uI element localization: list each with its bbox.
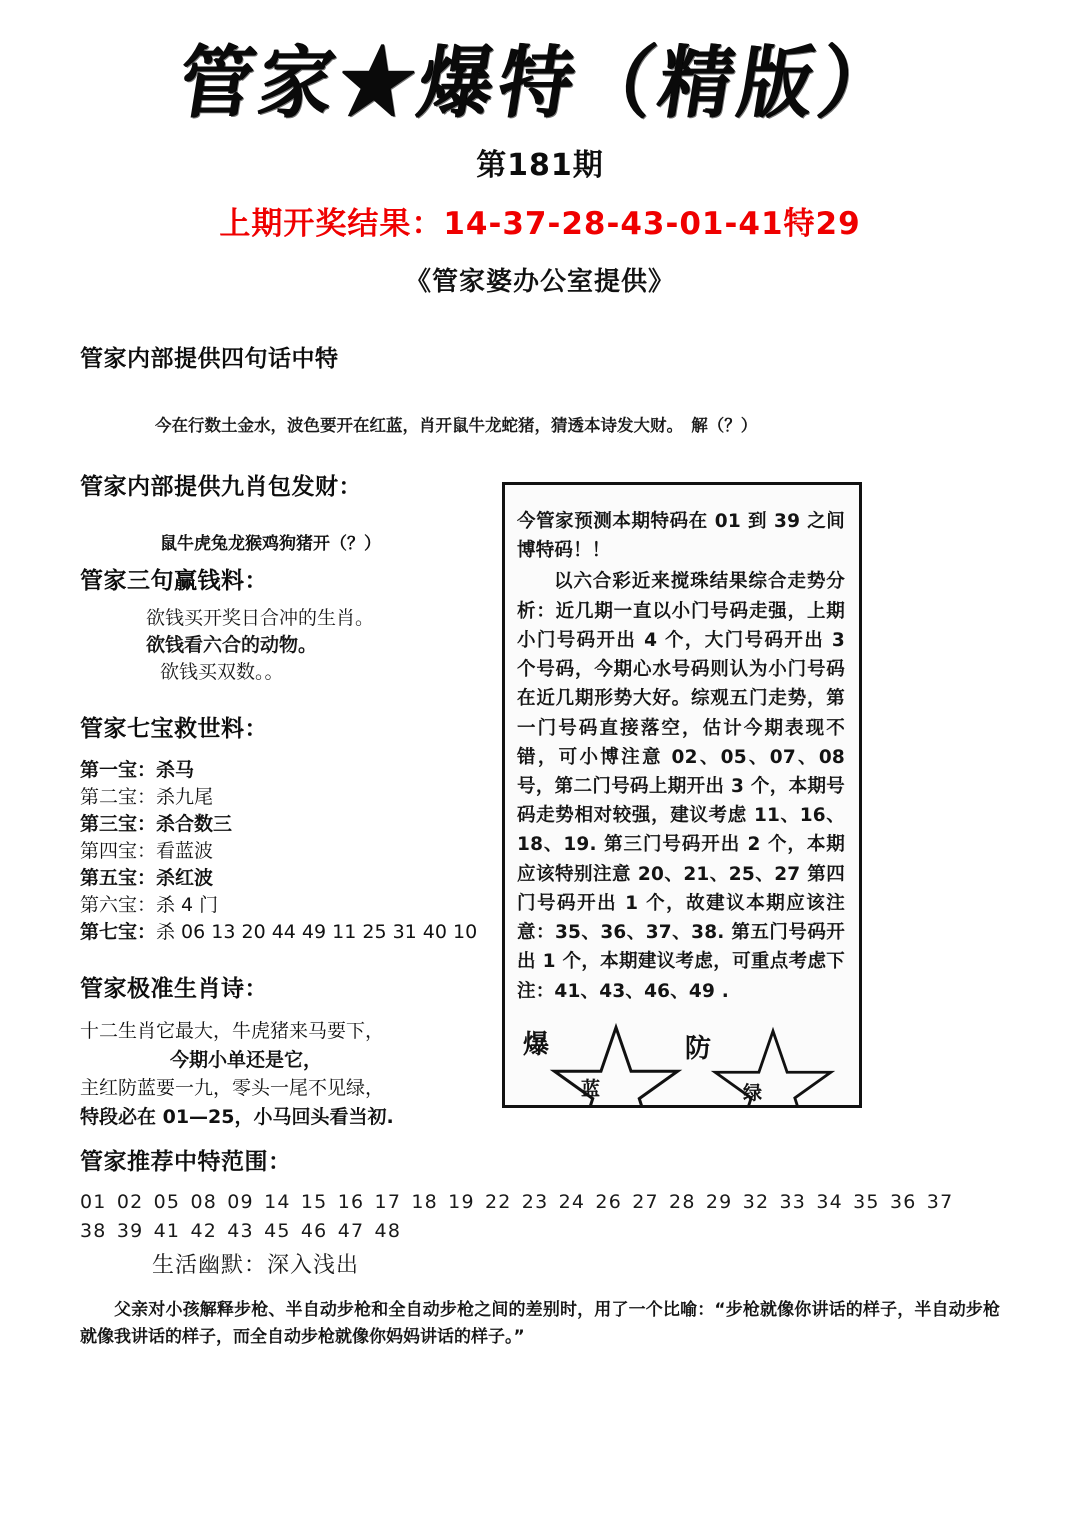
zodiac-poem-line: 主红防蓝要一九，零头一尾不见绿， <box>80 1077 385 1099</box>
humor-block <box>80 1248 1000 1351</box>
zodiac-poem-block <box>80 970 530 1131</box>
four-sentence-poem: 今在行数土金水，波色要开在红蓝，肖开鼠牛龙蛇猪，猜透本诗发大财。 解（？） <box>155 416 758 435</box>
treasures-list <box>80 757 510 946</box>
treasure-value: 杀九尾 <box>156 785 214 808</box>
analysis-box <box>502 482 862 1108</box>
treasure-label: 第六宝： <box>80 893 157 916</box>
analysis-paragraph-2: 以六合彩近来搅珠结果综合走势分析：近几期一直以小门号码走强，上期小门号码开出 4 个，大门号码开出 3 个号码，今期心水号码则认为小门号码在近几期形势大好。综观五门走势，第一门号码直接落空，估计今期表现不错，可小博注意 02、05、07、08 号，第二门号码上期开出 3 个，本期号码走势相对较强，建议考虑 11、16、18、19. 第三门号码开出 2 个，本期应该特别注意 20、21、25、27 第四门号码开出 1 个，故建议本期应该注意：35、36、37、38. 第五门号码开出 1 个，本期建议考虑，可重点考虑下注：41、43、46、49 . <box>517 571 845 1002</box>
treasure-row <box>80 757 510 784</box>
zodiac-poem-line: 特段必在 01—25，小马回头看当初. <box>80 1105 394 1128</box>
nine-zodiac-line: 鼠牛虎兔龙猴鸡狗猪开（？） <box>160 534 381 554</box>
treasure-value: 杀 06 13 20 44 49 11 25 31 40 10 <box>156 920 478 943</box>
three-lines-block <box>80 562 500 684</box>
analysis-paragraph-1: 今管家预测本期特码在 01 到 39 之间博特码！！ <box>517 511 845 562</box>
star-inner-label: 绿 <box>743 1081 763 1104</box>
treasure-value: 杀马 <box>156 759 195 781</box>
recommend-numbers: 01 02 05 08 09 14 15 16 17 18 19 22 23 24 26 27 28 29 32 33 34 35 36 37 38 39 41 42 43 45 46 47 48 <box>80 1191 954 1243</box>
issue-number: 第181期 <box>476 148 604 183</box>
treasure-value: 杀红波 <box>156 866 214 889</box>
treasure-label: 第三宝： <box>80 812 157 835</box>
left-column <box>80 340 500 379</box>
zodiac-poem-heading: 管家极准生肖诗： <box>80 976 268 1002</box>
three-lines-list <box>80 603 500 684</box>
last-draw-result-numbers: 14-37-28-43-01-41特29 <box>443 206 861 242</box>
three-line-item: 欲钱买双数。。 <box>160 661 284 683</box>
treasure-value: 杀合数三 <box>156 812 233 835</box>
nine-zodiac-heading: 管家内部提供九肖包发财： <box>80 474 362 500</box>
star-outer-label: 爆 <box>523 1029 550 1060</box>
zodiac-poem-line: 今期小单还是它， <box>170 1048 323 1071</box>
treasure-label: 第四宝： <box>80 839 157 862</box>
treasure-row <box>80 892 510 919</box>
treasure-row <box>80 811 510 838</box>
treasure-row <box>80 919 510 946</box>
treasure-row <box>80 784 510 811</box>
treasure-label: 第七宝： <box>80 920 157 943</box>
treasure-value: 杀 4 门 <box>156 893 219 916</box>
star-inner-label: 蓝 <box>581 1077 601 1100</box>
zodiac-poem-line: 十二生肖它最大，牛虎猪来马要下， <box>80 1020 385 1042</box>
star-outer-label: 防 <box>685 1033 712 1064</box>
last-draw-result-label: 上期开奖结果： <box>219 206 444 242</box>
treasures-heading: 管家七宝救世料： <box>80 716 268 742</box>
star-icon <box>541 1022 691 1108</box>
zodiac-poem-list <box>80 1017 530 1131</box>
stars-group <box>517 1016 845 1108</box>
nine-zodiac-block <box>80 468 500 554</box>
page-title-row <box>0 0 1080 134</box>
treasure-row <box>80 838 510 865</box>
star-icon <box>703 1026 843 1108</box>
humor-body: 父亲对小孩解释步枪、半自动步枪和全自动步枪之间的差别时，用了一个比喻：“步枪就像你讲话的样子，半自动步枪就像我讲话的样子，而全自动步枪就像你妈妈讲话的样子。” <box>80 1300 1000 1348</box>
treasures-block <box>80 710 510 946</box>
three-lines-heading: 管家三句赢钱料： <box>80 568 268 594</box>
three-line-item: 欲钱买开奖日合冲的生肖。 <box>146 607 375 629</box>
analysis-text <box>517 507 845 1006</box>
humor-title: 生活幽默：深入浅出 <box>152 1253 360 1278</box>
office-provider: 《管家婆办公室提供》 <box>404 267 675 297</box>
recommend-block <box>80 1143 1010 1247</box>
treasure-label: 第一宝： <box>80 759 157 781</box>
treasure-label: 第二宝： <box>80 785 157 808</box>
four-sentence-heading: 管家内部提供四句话中特 <box>80 346 339 372</box>
treasure-row <box>80 865 510 892</box>
treasure-value: 看蓝波 <box>156 839 214 862</box>
page-title: 管家★爆特（精版） <box>171 37 907 129</box>
last-draw-result <box>0 198 1080 243</box>
recommend-heading: 管家推荐中特范围： <box>80 1149 292 1175</box>
treasure-label: 第五宝： <box>80 866 157 889</box>
three-line-item: 欲钱看六合的动物。 <box>146 634 318 656</box>
